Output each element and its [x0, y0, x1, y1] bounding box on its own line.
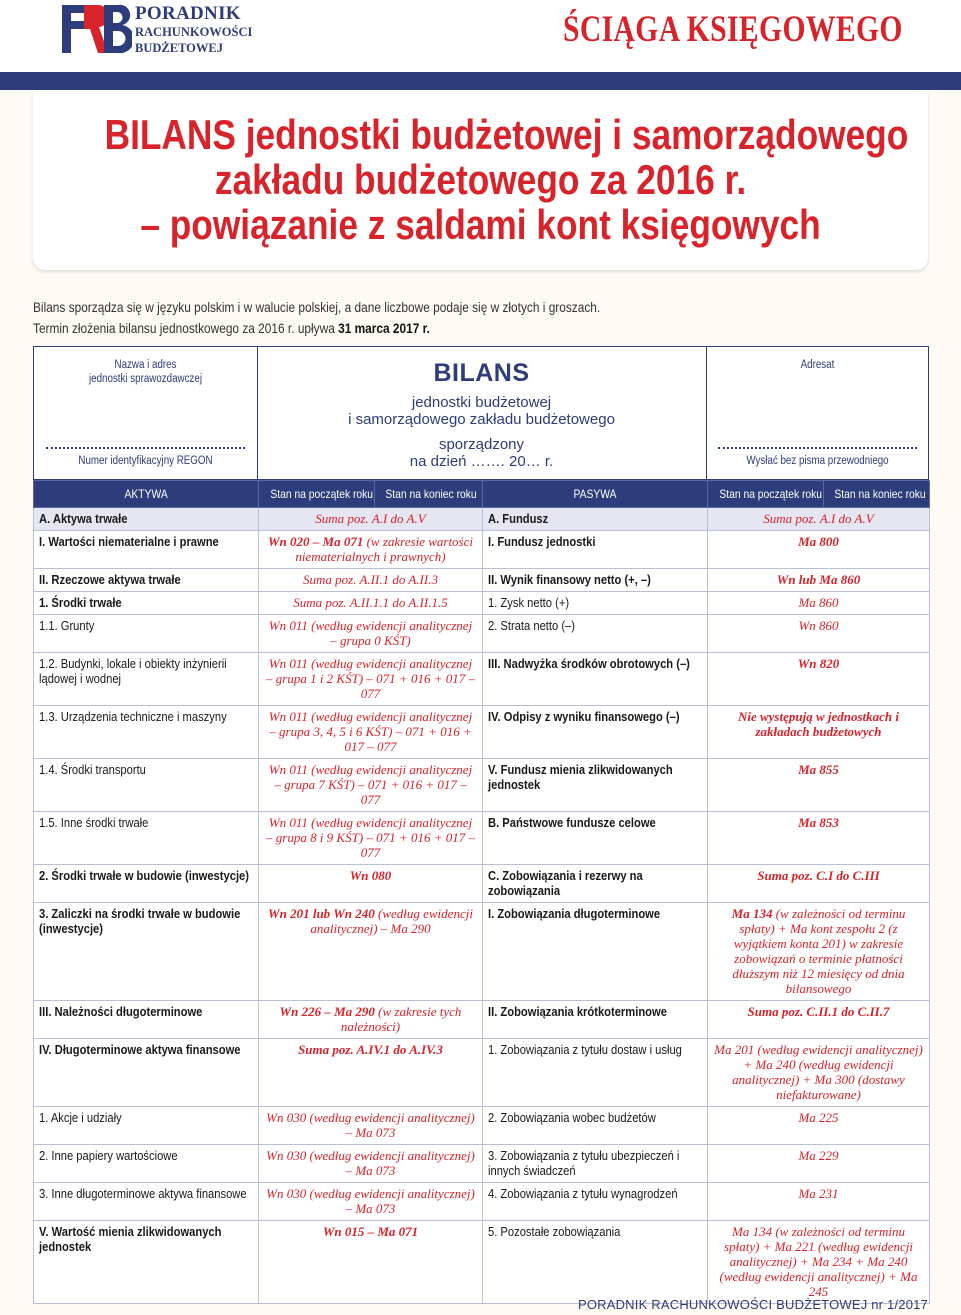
pasywa-start-value: [708, 903, 930, 1001]
table-row: [34, 1145, 930, 1183]
aktywa-start-value-text: Wn 011 (według ewidencji analitycznej – grupa 8 i 9 KŚT) – 071 + 016 + 017 – 077: [266, 815, 475, 860]
addressee-dotted-line: [718, 447, 917, 449]
aktywa-start-value: [259, 1001, 483, 1039]
pasywa-start-value: [708, 706, 930, 759]
intro-line-2: [33, 318, 600, 339]
pasywa-start-value: [708, 653, 930, 706]
bilans-date-2: na dzień ……. 20… r.: [409, 453, 554, 470]
pasywa-label: [483, 1221, 708, 1304]
send-note: Wysłać bez pisma przewodniego: [746, 455, 889, 467]
addressee-label: Adresat: [800, 359, 835, 371]
pasywa-label-text: I. Fundusz jednostki: [488, 534, 596, 549]
table-row: [34, 592, 930, 615]
aktywa-start-value-text: Wn 201 lub Wn 240: [268, 906, 375, 921]
col-header-pasywa-start: Stan na początek roku: [708, 481, 824, 508]
bilans-title-cell: [257, 347, 707, 479]
aktywa-label-text: II. Rzeczowe aktywa trwałe: [39, 572, 181, 587]
pasywa-label-text: V. Fundusz mienia zlikwidowanych jednostek: [488, 762, 673, 792]
pasywa-label-text: I. Zobowiązania długoterminowe: [488, 906, 661, 921]
pasywa-start-value-text: Ma 225: [798, 1110, 839, 1125]
col-header-aktywa: AKTYWA: [34, 481, 259, 508]
bilans-subtitle-1: jednostki budżetowej: [411, 394, 552, 411]
pasywa-label: [483, 903, 708, 1001]
aktywa-start-value: [259, 653, 483, 706]
pasywa-start-value: [708, 865, 930, 903]
table-row: [34, 1107, 930, 1145]
intro-text: [33, 297, 600, 339]
prb-logo-mark: [62, 3, 132, 55]
aktywa-start-value: [259, 1221, 483, 1304]
pasywa-start-value: [708, 1039, 930, 1107]
aktywa-label: [34, 1183, 259, 1221]
table-row: [34, 1183, 930, 1221]
pasywa-label-text: C. Zobowiązania i rezerwy na zobowiązania: [488, 868, 643, 898]
bilans-date-1: sporządzony: [438, 436, 525, 453]
pasywa-label: [483, 865, 708, 903]
pasywa-start-value-text: Ma 134: [731, 906, 773, 921]
pasywa-label: [483, 812, 708, 865]
aktywa-label: [34, 531, 259, 569]
pasywa-start-value: [708, 1107, 930, 1145]
aktywa-label: [34, 1001, 259, 1039]
pasywa-start-value: [708, 569, 930, 592]
bilans-heading: BILANS: [433, 359, 530, 387]
pasywa-label-text: II. Wynik finansowy netto (+, –): [488, 572, 651, 587]
title-line-1: BILANS jednostki budżetowej i samorządowego: [104, 111, 909, 158]
aktywa-start-value-text: Wn 011 (według ewidencji analitycznej – grupa 3, 4, 5 i 6 KŚT) – 071 + 016 + 017 – 077: [268, 709, 473, 754]
pasywa-label-text: 1. Zysk netto (+): [488, 595, 570, 610]
aktywa-label: [34, 812, 259, 865]
pasywa-label-text: 5. Pozostałe zobowiązania: [488, 1224, 621, 1239]
aktywa-start-value-text: Wn 015 – Ma 071: [322, 1224, 419, 1239]
aktywa-start-value: [259, 1039, 483, 1107]
aktywa-label: [34, 865, 259, 903]
pasywa-label: [483, 1039, 708, 1107]
pasywa-label: [483, 531, 708, 569]
pasywa-start-value-text: Suma poz. C.II.1 do C.II.7: [747, 1004, 890, 1019]
table-row: [34, 508, 930, 531]
title-line-2: zakładu budżetowego za 2016 r.: [214, 156, 747, 203]
bilans-subtitle-2: i samorządowego zakładu budżetowego: [348, 411, 615, 428]
pasywa-start-value-text: Suma poz. C.I do C.III: [757, 868, 880, 883]
pasywa-start-value: [708, 812, 930, 865]
header-divider-bar: [0, 72, 961, 90]
aktywa-start-value-note: (w zakresie tych należności): [340, 1004, 462, 1034]
pasywa-start-value-text: Ma 860: [798, 595, 839, 610]
table-row: [34, 653, 930, 706]
pasywa-label-text: 4. Zobowiązania z tytułu wynagrodzeń: [488, 1186, 678, 1201]
aktywa-label: [34, 1107, 259, 1145]
title-line-3: – powiązanie z saldami kont księgowych: [140, 201, 821, 248]
pasywa-start-value: [708, 759, 930, 812]
aktywa-label-text: 1.1. Grunty: [39, 618, 95, 633]
aktywa-start-value: [259, 1107, 483, 1145]
pasywa-start-value: [708, 615, 930, 653]
pasywa-start-value-text: Nie występują w jednostkach i zakładach budżetowych: [737, 709, 900, 739]
table-row: [34, 531, 930, 569]
col-header-aktywa-start: Stan na początek roku: [259, 481, 375, 508]
aktywa-label: [34, 615, 259, 653]
aktywa-start-value: [259, 592, 483, 615]
aktywa-start-value-text: Wn 020 – Ma 071: [267, 534, 364, 549]
pasywa-start-value-text: Ma 134 (w zależności od terminu spłaty) + Ma 221 (według ewidencji analitycznej) + Ma 234 + Ma 240 (według ewidencji analitycznej) + Ma 245: [719, 1224, 918, 1299]
aktywa-label: [34, 569, 259, 592]
aktywa-start-value: [259, 903, 483, 1001]
aktywa-label: [34, 653, 259, 706]
aktywa-start-value: [259, 865, 483, 903]
table-row: [34, 1039, 930, 1107]
aktywa-label-text: 1.3. Urządzenia techniczne i maszyny: [39, 709, 227, 724]
pasywa-label: [483, 706, 708, 759]
aktywa-start-value-text: Wn 030 (według ewidencji analitycznej) – Ma 073: [266, 1186, 475, 1216]
aktywa-start-value: [259, 1183, 483, 1221]
pasywa-start-value-text: Wn 860: [798, 618, 839, 633]
pasywa-label: [483, 508, 708, 531]
aktywa-start-value: [259, 569, 483, 592]
pasywa-label-text: A. Fundusz: [488, 511, 549, 526]
aktywa-label: [34, 1145, 259, 1183]
entity-name-cell: [34, 347, 258, 479]
table-row: [34, 615, 930, 653]
col-header-pasywa: PASYWA: [483, 481, 708, 508]
aktywa-label: [34, 759, 259, 812]
header-title: ŚCIĄGA KSIĘGOWEGO: [563, 9, 903, 50]
aktywa-label-text: 1.5. Inne środki trwałe: [39, 815, 149, 830]
entity-name-label-1: Nazwa i adres: [114, 359, 177, 371]
aktywa-label-text: I. Wartości niematerialne i prawne: [39, 534, 219, 549]
pasywa-label: [483, 1183, 708, 1221]
pasywa-label: [483, 615, 708, 653]
aktywa-label: [34, 903, 259, 1001]
aktywa-label-text: 3. Zaliczki na środki trwałe w budowie (inwestycje): [39, 906, 241, 936]
pasywa-start-value-note: (w zależności od terminu spłaty) + Ma kont zespołu 2 (z wyjątkiem konta 201) w zakresie zobowiązań o terminie płatności dłuższym niż 12 miesięcy od dnia bilansowego: [732, 906, 906, 996]
aktywa-start-value-text: Wn 030 (według ewidencji analitycznej) – Ma 073: [266, 1110, 475, 1140]
aktywa-start-value-note: (w zakresie wartości niematerialnych i prawnych): [295, 534, 473, 564]
entity-dotted-line: [46, 447, 245, 449]
aktywa-label-text: III. Należności długoterminowe: [39, 1004, 203, 1019]
pasywa-start-value-text: Wn 820: [797, 656, 840, 671]
aktywa-label: [34, 706, 259, 759]
table-row: [34, 865, 930, 903]
aktywa-start-value: [259, 759, 483, 812]
aktywa-label-text: A. Aktywa trwałe: [39, 511, 128, 526]
pasywa-start-value-text: Ma 201 (według ewidencji analitycznej) + Ma 240 (według ewidencji analitycznej) + Ma 300 (dostawy niefakturowane): [714, 1042, 923, 1102]
entity-name-label-2: jednostki sprawozdawczej: [88, 373, 202, 385]
aktywa-label-text: V. Wartość mienia zlikwidowanych jednostek: [39, 1224, 222, 1254]
pasywa-label-text: 2. Zobowiązania wobec budżetów: [488, 1110, 656, 1125]
pasywa-label-text: II. Zobowiązania krótkoterminowe: [488, 1004, 667, 1019]
aktywa-label-text: 2. Inne papiery wartościowe: [39, 1148, 178, 1163]
document-title: [104, 111, 909, 248]
table-row: [34, 1001, 930, 1039]
pasywa-label-text: B. Państwowe fundusze celowe: [488, 815, 656, 830]
top-header: [0, 0, 961, 72]
aktywa-start-value: [259, 531, 483, 569]
table-row: [34, 569, 930, 592]
aktywa-start-value: [259, 812, 483, 865]
table-row: [34, 706, 930, 759]
pasywa-start-value-text: Wn lub Ma 860: [776, 572, 861, 587]
aktywa-start-value: [259, 1145, 483, 1183]
aktywa-start-value-text: Wn 226 – Ma 290: [279, 1004, 375, 1019]
aktywa-start-value-text: Wn 080: [349, 868, 392, 883]
aktywa-label: [34, 1039, 259, 1107]
aktywa-start-value-text: Suma poz. A.II.1.1 do A.II.1.5: [293, 595, 448, 610]
pasywa-label: [483, 759, 708, 812]
aktywa-label-text: 1.2. Budynki, lokale i obiekty inżynierii lądowej i wodnej: [39, 656, 227, 686]
aktywa-label-text: 1. Środki trwałe: [39, 595, 122, 610]
pasywa-start-value-text: Ma 229: [798, 1148, 839, 1163]
aktywa-label-text: IV. Długoterminowe aktywa finansowe: [39, 1042, 241, 1057]
intro-deadline-prefix: Termin złożenia bilansu jednostkowego za 2016 r. upływa: [33, 321, 339, 336]
aktywa-start-value: [259, 615, 483, 653]
aktywa-start-value-text: Suma poz. A.I do A.V: [315, 511, 426, 526]
table-row: [34, 903, 930, 1001]
intro-line-1: Bilans sporządza się w języku polskim i w walucie polskiej, a dane liczbowe podaje się w złotych i groszach.: [33, 300, 601, 315]
table-row: [34, 759, 930, 812]
pasywa-start-value-text: Ma 231: [798, 1186, 839, 1201]
aktywa-start-value-text: Wn 030 (według ewidencji analitycznej) – Ma 073: [266, 1148, 475, 1178]
pasywa-label: [483, 1001, 708, 1039]
pasywa-start-value-text: Ma 855: [798, 762, 839, 777]
logo-wordmark: [135, 4, 252, 54]
pasywa-label: [483, 569, 708, 592]
table-row: [34, 812, 930, 865]
logo-line-3: BUDŻETOWEJ: [135, 40, 223, 55]
aktywa-label-text: 2. Środki trwałe w budowie (inwestycje): [39, 868, 249, 883]
pasywa-label: [483, 1145, 708, 1183]
aktywa-label: [34, 1221, 259, 1304]
col-header-pasywa-end: Stan na koniec roku: [824, 481, 930, 508]
aktywa-label-text: 1.4. Środki transportu: [39, 762, 146, 777]
pasywa-start-value-text: Ma 800: [798, 534, 839, 549]
regon-label: Numer identyfikacyjny REGON: [78, 455, 213, 467]
pasywa-start-value-text: Ma 853: [798, 815, 839, 830]
aktywa-start-value: [259, 706, 483, 759]
table-header-row: [34, 481, 930, 508]
pasywa-label-text: III. Nadwyżka środków obrotowych (–): [488, 656, 690, 671]
pasywa-label-text: 1. Zobowiązania z tytułu dostaw i usług: [488, 1042, 682, 1057]
aktywa-label: [34, 508, 259, 531]
pasywa-label-text: IV. Odpisy z wyniku finansowego (–): [488, 709, 680, 724]
pasywa-start-value: [708, 1001, 930, 1039]
pasywa-start-value: [708, 1183, 930, 1221]
aktywa-label: [34, 592, 259, 615]
aktywa-start-value-text: Wn 011 (według ewidencji analitycznej – grupa 7 KŚT) – 071 + 016 + 017 – 077: [268, 762, 473, 807]
prb-logo: [62, 3, 252, 55]
aktywa-start-value-text: Suma poz. A.II.1 do A.II.3: [303, 572, 438, 587]
page-footer: PORADNIK RACHUNKOWOŚCI BUDŻETOWEJ nr 1/2017: [577, 1297, 928, 1312]
pasywa-label-text: 2. Strata netto (–): [488, 618, 576, 633]
pasywa-start-value: [708, 1145, 930, 1183]
title-card: [33, 90, 928, 270]
pasywa-start-value: [708, 1221, 930, 1304]
aktywa-start-value: [259, 508, 483, 531]
pasywa-start-value: [708, 592, 930, 615]
bilans-form-header: [33, 346, 929, 480]
balance-table: [33, 480, 930, 1304]
aktywa-start-value-note: (według ewidencji analitycznej) – Ma 290: [310, 906, 473, 936]
table-row: [34, 1221, 930, 1304]
pasywa-label: [483, 653, 708, 706]
aktywa-start-value-text: Wn 011 (według ewidencji analitycznej – grupa 1 i 2 KŚT) – 071 + 016 + 017 – 077: [266, 656, 475, 701]
logo-line-1: PORADNIK: [135, 3, 241, 24]
intro-deadline-date: 31 marca 2017 r.: [338, 321, 430, 336]
logo-line-2: RACHUNKOWOŚCI: [135, 25, 253, 39]
col-header-aktywa-end: Stan na koniec roku: [375, 481, 483, 508]
aktywa-label-text: 3. Inne długoterminowe aktywa finansowe: [39, 1186, 247, 1201]
aktywa-start-value-text: Wn 011 (według ewidencji analitycznej – grupa 0 KŚT): [268, 618, 473, 648]
aktywa-start-value-text: Suma poz. A.IV.1 do A.IV.3: [298, 1042, 443, 1057]
pasywa-label: [483, 592, 708, 615]
pasywa-start-value: [708, 531, 930, 569]
pasywa-start-value: [708, 508, 930, 531]
pasywa-label: [483, 1107, 708, 1145]
aktywa-label-text: 1. Akcje i udziały: [39, 1110, 122, 1125]
pasywa-start-value-text: Suma poz. A.I do A.V: [763, 511, 874, 526]
addressee-cell: [706, 347, 929, 479]
pasywa-label-text: 3. Zobowiązania z tytułu ubezpieczeń i innych świadczeń: [488, 1148, 680, 1178]
